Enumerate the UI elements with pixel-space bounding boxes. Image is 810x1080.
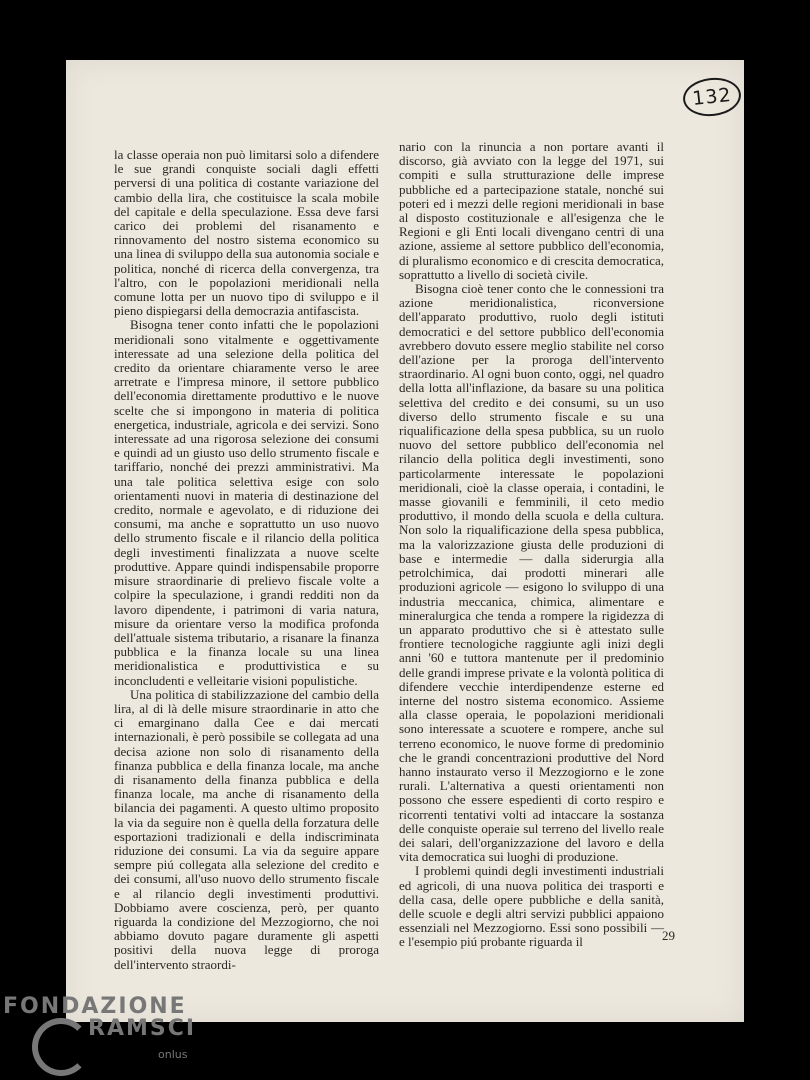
- paragraph: la classe operaia non può limitarsi solo a difendere le sue grandi conquiste sociali dagli effetti perversi di una politica di costante variazione del cambio della lira, che costituisce la scala mobile del capitale e della speculazione. Essa deve farsi carico dei problemi del risanamento e rinnovamento del nostro sistema economico su una linea di sviluppo della sua autonomia sociale e politica, nonché di ricerca della convergenza, tra l'altro, con le popolazioni meridionali nella comune lotta per un nuovo tipo di sviluppo e il pieno dispiegarsi della democrazia antifascista.: [114, 147, 379, 319]
- watermark-line1: FONDAZIONE: [3, 994, 187, 1019]
- folio-number-text: 132: [691, 84, 733, 110]
- handwritten-folio-number: [681, 75, 743, 119]
- watermark-line2: RAMSCI: [88, 1016, 197, 1041]
- text-column-left: [114, 148, 379, 972]
- watermark-line3: onlus: [158, 1048, 188, 1061]
- paragraph: nario con la rinuncia a non portare avanti il discorso, già avviato con la legge del 1971, sui compiti e sulla strutturazione delle imprese pubbliche ed a partecipazione statale, nonché sui poteri ed i mezzi delle regioni meridionali in base al disposto costituzionale e all'esigenza che le Regioni e gli Enti locali divengano centri di una azione, assieme al settore pubblico dell'economia, di pluralismo economico e di crescita democratica, soprattutto a livello di società civile.: [399, 139, 664, 282]
- watermark-logo: [0, 988, 200, 1080]
- paragraph: I problemi quindi degli investimenti industriali ed agricoli, di una nuova politica dei trasporti e della casa, delle opere pubbliche e della sanità, delle scuole e degli altri servizi pubblici appaiono essenziali nel Mezzogiorno. Essi sono possibili — e l'esempio piú probante riguarda il: [399, 863, 664, 950]
- paragraph: Una politica di stabilizzazione del cambio della lira, al di là delle misure straordinarie in atto che ci emarginano dalla Cee e dai mercati internazionali, è però possibile se collegata ad una decisa azione non solo di risanamento della finanza pubblica e della finanza locale, ma anche di risanamento della finanza pubblica e della finanza locale, ma anche di risanamento della bilancia dei pagamenti. A questo ultimo proposito la via da seguire non è quella della forzatura delle esportazioni tradizionali e della indiscriminata riduzione dei consumi. La via da seguire appare sempre piú collegata alla selezione del credito e dei consumi, all'uso nuovo dello strumento fiscale e al rilancio degli investimenti produttivi. Dobbiamo avere coscienza, però, per quanto riguarda la condizione del Mezzogiorno, che noi abbiamo dovuto pagare duramente gli aspetti positivi della nuova legge di proroga dell'intervento straordi-: [114, 686, 379, 972]
- page-number: 29: [662, 928, 675, 943]
- text-column-right: [399, 140, 664, 950]
- paragraph: Bisogna tener conto infatti che le popolazioni meridionali sono vitalmente e oggettivamente interessate ad una selezione della politica del credito da orientare chiaramente verso le aree arretrate e l'impresa minore, il settore pubblico dell'economia direttamente produttivo e le nuove scelte che si impongono in materia di politica energetica, industriale, agricola e dei servizi. Sono interessate ad una rigorosa selezione dei consumi e quindi ad un giusto uso dello strumento fiscale e tariffario, nonché dei prezzi amministrativi. Ma una tale politica selettiva esige con solo orientamenti nuovi in materia di destinazione del credito, normale e agevolato, e di riduzione dei consumi, ma anche e soprattutto un uso nuovo dello strumento fiscale e il rilancio della politica degli investimenti finalizzata a nuove scelte produttive. Appare quindi indispensabile proporre misure straordinarie di prelievo fiscale volte a colpire la speculazione, i grandi redditi non da lavoro dipendente, i patrimoni di varia natura, misure da orientare verso la modifica profonda dell'attuale sistema tributario, a risanare la finanza pubblica e la finanza locale su una linea meridionalistica e produttivistica e su inconcludenti e velleitarie visioni populistiche.: [114, 317, 379, 688]
- paragraph: Bisogna cioè tener conto che le connessioni tra azione meridionalistica, riconversione dell'apparato produttivo, ruolo degli istituti democratici e del settore pubblico dell'economia avrebbero dovuto essere meglio stabilite nel corso dell'azione per la proroga dell'intervento straordinario. Al ogni buon conto, oggi, nel quadro della lotta all'inflazione, da basare su una politica selettiva del credito e dei consumi, su un uso diverso dello strumento fiscale e su una riqualificazione della spesa pubblica, su un ruolo nuovo del settore pubblico dell'economia nel rilancio della politica degli investimenti, sono particolarmente interessate le popolazioni meridionali, cioè la classe operaia, i contadini, le masse giovanili e femminili, il ceto medio produttivo, il mondo della scuola e della cultura. Non solo la riqualificazione della spesa pubblica, ma la valorizzazione giusta delle produzioni di base e intermedie — dalla siderurgia alla petrolchimica, dai prodotti minerari alle produzioni agricole — esigono lo sviluppo di una industria meccanica, chimica, alimentare e mineralurgica che tenda a rompere la rigidezza di un apparato produttivo che si è attestato sulle frontiere tecnologiche raggiunte agli inizi degli anni '60 e tuttora mantenute per il predominio delle grandi imprese private e la volontà politica di difendere vecchie interdipendenze esterne ed interne del nostro sistema economico. Assieme alla classe operaia, le popolazioni meridionali sono interessate a scuotere e rompere, anche sul terreno economico, le nuove forme di predominio che le grandi concentrazioni produttive del Nord hanno instaurato verso il Mezzogiorno e le zone rurali. L'alternativa a questi orientamenti non possono che essere espedienti di corto respiro e ricorrenti tentativi volti ad intaccare la sostanza delle conquiste operaie sul terreno del livello reale dei salari, dell'organizzazione del lavoro e della vita democratica sui luoghi di produzione.: [399, 281, 664, 865]
- document-page: [66, 60, 744, 1022]
- watermark-g-icon: [32, 1018, 90, 1076]
